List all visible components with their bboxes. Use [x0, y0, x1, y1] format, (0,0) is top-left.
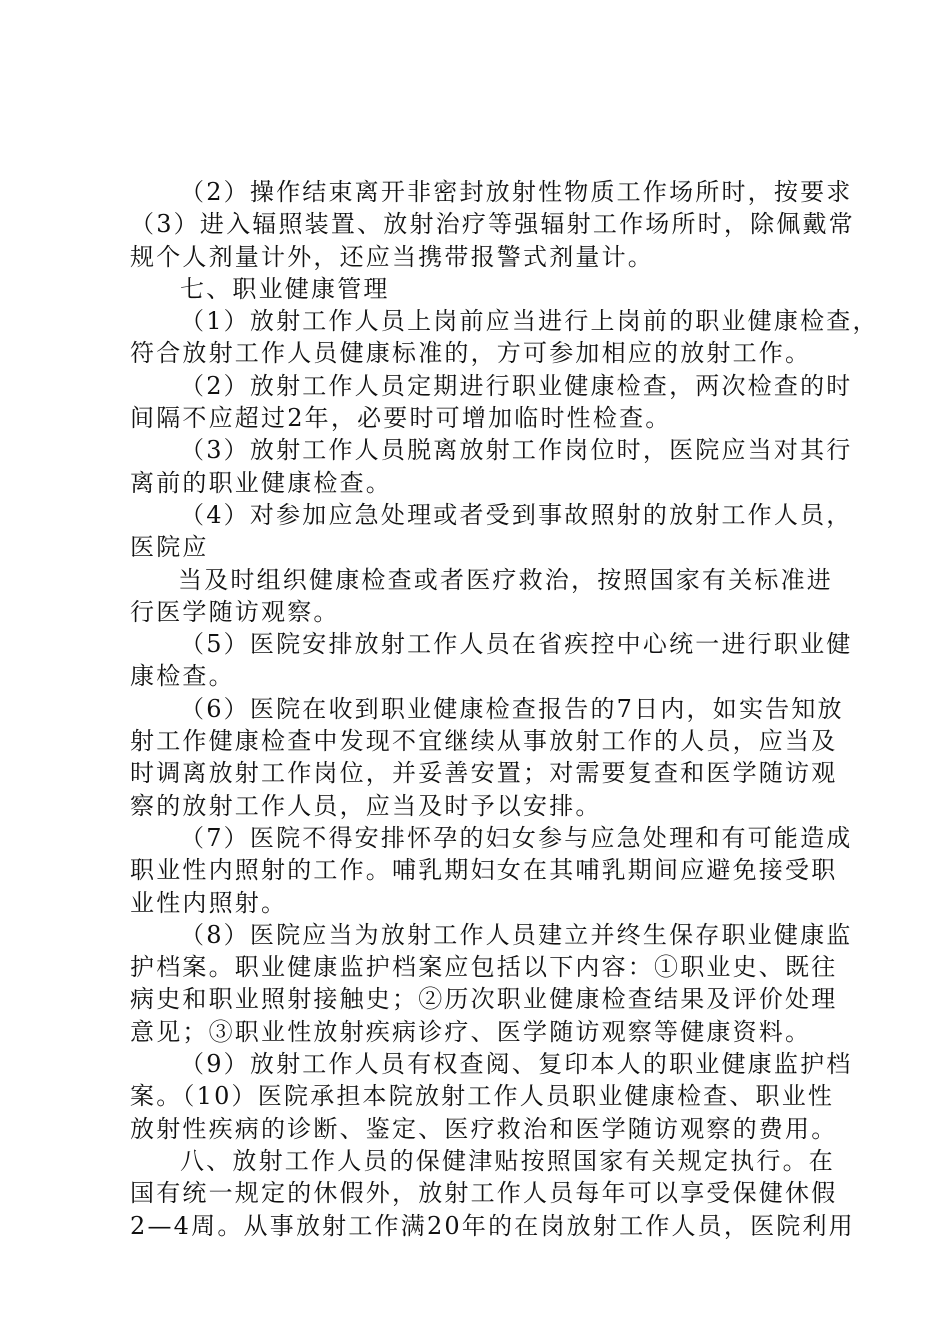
text-line: 行医学随访观察。	[130, 597, 340, 626]
document-body	[130, 176, 879, 1242]
text-line: 病史和职业照射接触史；②历次职业健康检查结果及评价处理	[130, 985, 838, 1014]
text-line: （5）医院安排放射工作人员在省疾控中心统一进行职业健	[180, 630, 853, 659]
text-line: 间隔不应超过2年，必要时可增加临时性检查。	[130, 404, 672, 433]
text-line: （2）放射工作人员定期进行职业健康检查，两次检查的时	[180, 371, 853, 400]
text-line: 离前的职业健康检查。	[130, 468, 392, 497]
text-line: 护档案。职业健康监护档案应包括以下内容：①职业史、既往	[130, 953, 838, 982]
section-heading: 七、职业健康管理	[180, 274, 390, 303]
text-line: 职业性内照射的工作。哺乳期妇女在其哺乳期间应避免接受职	[130, 856, 838, 885]
text-line: 案。（10）医院承担本院放射工作人员职业健康检查、职业性	[130, 1082, 835, 1111]
text-line: 康检查。	[130, 662, 235, 691]
text-line: （1）放射工作人员上岗前应当进行上岗前的职业健康检查，	[180, 307, 879, 336]
text-line: （9）放射工作人员有权查阅、复印本人的职业健康监护档	[180, 1050, 853, 1079]
text-line: 2—4周。从事放射工作满20年的在岗放射工作人员，医院利用	[130, 1211, 855, 1240]
text-line: （8）医院应当为放射工作人员建立并终生保存职业健康监	[180, 920, 853, 949]
text-line: 放射性疾病的诊断、鉴定、医疗救治和医学随访观察的费用。	[130, 1114, 838, 1143]
text-line: 八、放射工作人员的保健津贴按照国家有关规定执行。在	[180, 1146, 835, 1175]
text-line: （3）放射工作人员脱离放射工作岗位时，医院应当对其行	[180, 436, 853, 465]
text-line: 规个人剂量计外，还应当携带报警式剂量计。	[130, 242, 654, 271]
text-line: 符合放射工作人员健康标准的，方可参加相应的放射工作。	[130, 339, 812, 368]
text-line: 察的放射工作人员，应当及时予以安排。	[130, 791, 602, 820]
text-line: （6）医院在收到职业健康检查报告的7日内，如实告知放	[180, 694, 844, 723]
text-line: 医院应	[130, 533, 209, 562]
text-line: （2）操作结束离开非密封放射性物质工作场所时，按要求	[180, 178, 853, 206]
text-line: 意见；③职业性放射疾病诊疗、医学随访观察等健康资料。	[130, 1017, 812, 1046]
text-line: 业性内照射。	[130, 888, 288, 917]
text-line: 射工作健康检查中发现不宜继续从事放射工作的人员，应当及	[130, 727, 838, 756]
text-line: 国有统一规定的休假外，放射工作人员每年可以享受保健休假	[130, 1179, 838, 1208]
text-line: （4）对参加应急处理或者受到事故照射的放射工作人员，	[180, 500, 853, 529]
text-line: 时调离放射工作岗位，并妥善安置；对需要复查和医学随访观	[130, 759, 838, 788]
text-line: （3）进入辐照装置、放射治疗等强辐射工作场所时，除佩戴常	[130, 210, 855, 239]
text-line: （7）医院不得安排怀孕的妇女参与应急处理和有可能造成	[180, 823, 853, 852]
text-line: 当及时组织健康检查或者医疗救治，按照国家有关标准进	[178, 565, 833, 594]
